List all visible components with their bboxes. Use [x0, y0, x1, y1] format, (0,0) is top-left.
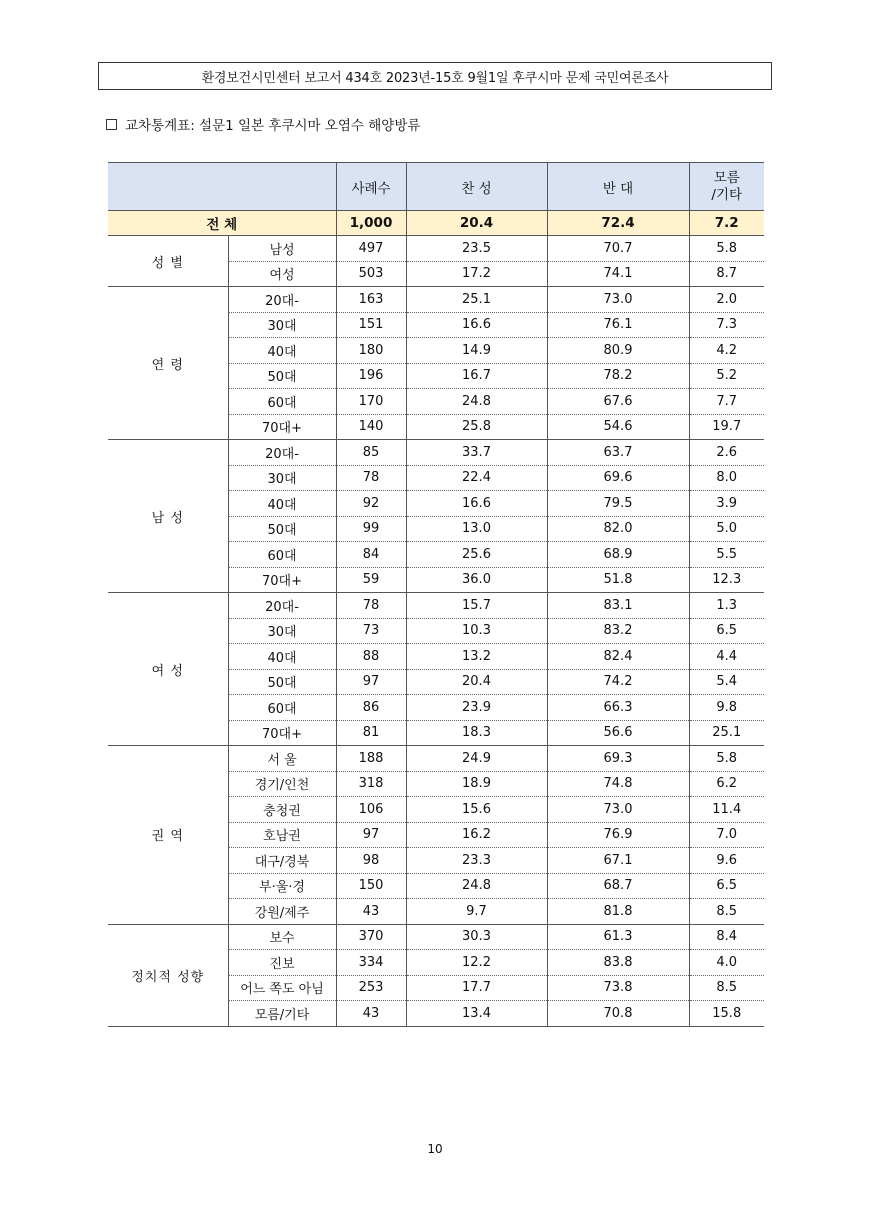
header-disagree: 반 대 [547, 163, 689, 211]
table-row [108, 746, 764, 772]
cell-value: 30.3 [406, 924, 547, 950]
cell-value: 43 [336, 899, 406, 925]
cell-value: 82.4 [547, 644, 689, 670]
cell-value: 163 [336, 287, 406, 313]
cell-value: 180 [336, 338, 406, 364]
total-label: 전 체 [108, 211, 336, 236]
header-dont-know: 모름 /기타 [689, 163, 764, 211]
cell-value: 70.7 [547, 236, 689, 262]
cell-value: 67.6 [547, 389, 689, 415]
cell-value: 9.8 [689, 695, 764, 721]
cell-value: 4.2 [689, 338, 764, 364]
cell-value: 18.3 [406, 720, 547, 746]
cell-value: 73.0 [547, 287, 689, 313]
cell-value: 22.4 [406, 465, 547, 491]
total-value: 1,000 [336, 211, 406, 236]
cell-value: 16.6 [406, 312, 547, 338]
cell-value: 5.5 [689, 542, 764, 568]
cell-value: 83.8 [547, 950, 689, 976]
cell-value: 25.6 [406, 542, 547, 568]
cell-value: 51.8 [547, 567, 689, 593]
report-header-title: 환경보건시민센터 보고서 434호 2023년-15호 9월1일 후쿠시마 문제 국민여론조사 [201, 70, 669, 86]
cell-value: 83.2 [547, 618, 689, 644]
cell-value: 15.6 [406, 797, 547, 823]
cell-value: 74.2 [547, 669, 689, 695]
header-agree: 찬 성 [406, 163, 547, 211]
group-label: 권 역 [108, 746, 228, 925]
row-label: 부·울·경 [228, 873, 336, 899]
cell-value: 76.9 [547, 822, 689, 848]
row-label: 강원/제주 [228, 899, 336, 925]
group-label: 여 성 [108, 593, 228, 746]
cell-value: 74.8 [547, 771, 689, 797]
row-label: 충청권 [228, 797, 336, 823]
cell-value: 73 [336, 618, 406, 644]
row-label: 70대+ [228, 414, 336, 440]
cell-value: 19.7 [689, 414, 764, 440]
checkbox-square-icon [106, 119, 117, 130]
cell-value: 12.3 [689, 567, 764, 593]
cell-value: 8.7 [689, 261, 764, 287]
cell-value: 3.9 [689, 491, 764, 517]
cell-value: 33.7 [406, 440, 547, 466]
cell-value: 83.1 [547, 593, 689, 619]
cell-value: 23.3 [406, 848, 547, 874]
row-label: 50대 [228, 516, 336, 542]
row-label: 40대 [228, 338, 336, 364]
cell-value: 79.5 [547, 491, 689, 517]
report-header [98, 62, 772, 90]
cell-value: 69.3 [547, 746, 689, 772]
header-blank-cell [108, 163, 336, 211]
cell-value: 54.6 [547, 414, 689, 440]
cell-value: 99 [336, 516, 406, 542]
crosstab-table [108, 162, 764, 1027]
cell-value: 6.5 [689, 618, 764, 644]
row-label: 70대+ [228, 567, 336, 593]
cell-value: 5.8 [689, 746, 764, 772]
cell-value: 11.4 [689, 797, 764, 823]
row-label: 60대 [228, 542, 336, 568]
cell-value: 334 [336, 950, 406, 976]
cell-value: 24.8 [406, 873, 547, 899]
cell-value: 5.4 [689, 669, 764, 695]
cell-value: 82.0 [547, 516, 689, 542]
header-sample-size: 사례수 [336, 163, 406, 211]
row-label: 보수 [228, 924, 336, 950]
cell-value: 23.5 [406, 236, 547, 262]
cell-value: 36.0 [406, 567, 547, 593]
cell-value: 81 [336, 720, 406, 746]
cell-value: 106 [336, 797, 406, 823]
table-row [108, 440, 764, 466]
cell-value: 24.8 [406, 389, 547, 415]
section-title [106, 114, 420, 134]
total-value: 72.4 [547, 211, 689, 236]
cell-value: 170 [336, 389, 406, 415]
cell-value: 15.8 [689, 1001, 764, 1027]
group-label: 남 성 [108, 440, 228, 593]
row-label: 남성 [228, 236, 336, 262]
cell-value: 85 [336, 440, 406, 466]
cell-value: 16.6 [406, 491, 547, 517]
cell-value: 24.9 [406, 746, 547, 772]
cell-value: 4.4 [689, 644, 764, 670]
cell-value: 16.2 [406, 822, 547, 848]
row-label: 서 울 [228, 746, 336, 772]
row-label: 20대- [228, 440, 336, 466]
cell-value: 63.7 [547, 440, 689, 466]
cell-value: 78.2 [547, 363, 689, 389]
cell-value: 80.9 [547, 338, 689, 364]
cell-value: 150 [336, 873, 406, 899]
cell-value: 188 [336, 746, 406, 772]
cell-value: 253 [336, 975, 406, 1001]
row-label: 경기/인천 [228, 771, 336, 797]
cell-value: 18.9 [406, 771, 547, 797]
cell-value: 20.4 [406, 669, 547, 695]
table-header-row [108, 163, 764, 211]
row-label: 40대 [228, 644, 336, 670]
cell-value: 84 [336, 542, 406, 568]
cell-value: 86 [336, 695, 406, 721]
cell-value: 2.6 [689, 440, 764, 466]
cell-value: 7.0 [689, 822, 764, 848]
cell-value: 503 [336, 261, 406, 287]
cell-value: 497 [336, 236, 406, 262]
cell-value: 70.8 [547, 1001, 689, 1027]
cell-value: 6.5 [689, 873, 764, 899]
cell-value: 15.7 [406, 593, 547, 619]
total-row [108, 211, 764, 236]
table-row [108, 236, 764, 262]
cell-value: 8.4 [689, 924, 764, 950]
cell-value: 13.4 [406, 1001, 547, 1027]
section-title-text: 교차통계표: 설문1 일본 후쿠시마 오염수 해양방류 [125, 118, 421, 134]
row-label: 30대 [228, 312, 336, 338]
cell-value: 66.3 [547, 695, 689, 721]
cell-value: 73.8 [547, 975, 689, 1001]
cell-value: 4.0 [689, 950, 764, 976]
row-label: 대구/경북 [228, 848, 336, 874]
total-value: 7.2 [689, 211, 764, 236]
cell-value: 25.8 [406, 414, 547, 440]
row-label: 70대+ [228, 720, 336, 746]
cell-value: 5.0 [689, 516, 764, 542]
row-label: 60대 [228, 695, 336, 721]
cell-value: 97 [336, 822, 406, 848]
row-label: 30대 [228, 465, 336, 491]
cell-value: 88 [336, 644, 406, 670]
cell-value: 61.3 [547, 924, 689, 950]
cell-value: 370 [336, 924, 406, 950]
cell-value: 151 [336, 312, 406, 338]
row-label: 어느 쪽도 아님 [228, 975, 336, 1001]
total-value: 20.4 [406, 211, 547, 236]
group-label: 연 령 [108, 287, 228, 440]
cell-value: 78 [336, 465, 406, 491]
cell-value: 59 [336, 567, 406, 593]
group-label: 성 별 [108, 236, 228, 287]
cell-value: 318 [336, 771, 406, 797]
cell-value: 25.1 [406, 287, 547, 313]
cell-value: 81.8 [547, 899, 689, 925]
table-row [108, 924, 764, 950]
row-label: 60대 [228, 389, 336, 415]
cell-value: 23.9 [406, 695, 547, 721]
cell-value: 17.7 [406, 975, 547, 1001]
cell-value: 25.1 [689, 720, 764, 746]
cell-value: 6.2 [689, 771, 764, 797]
cell-value: 56.6 [547, 720, 689, 746]
cell-value: 13.2 [406, 644, 547, 670]
table-row [108, 593, 764, 619]
cell-value: 73.0 [547, 797, 689, 823]
row-label: 진보 [228, 950, 336, 976]
cell-value: 97 [336, 669, 406, 695]
cell-value: 16.7 [406, 363, 547, 389]
cell-value: 7.7 [689, 389, 764, 415]
cell-value: 10.3 [406, 618, 547, 644]
row-label: 20대- [228, 287, 336, 313]
cell-value: 78 [336, 593, 406, 619]
row-label: 30대 [228, 618, 336, 644]
cell-value: 5.8 [689, 236, 764, 262]
cell-value: 98 [336, 848, 406, 874]
cell-value: 1.3 [689, 593, 764, 619]
row-label: 40대 [228, 491, 336, 517]
cell-value: 5.2 [689, 363, 764, 389]
cell-value: 68.9 [547, 542, 689, 568]
cell-value: 8.0 [689, 465, 764, 491]
row-label: 50대 [228, 669, 336, 695]
cell-value: 2.0 [689, 287, 764, 313]
cell-value: 92 [336, 491, 406, 517]
row-label: 20대- [228, 593, 336, 619]
row-label: 50대 [228, 363, 336, 389]
cell-value: 140 [336, 414, 406, 440]
row-label: 모름/기타 [228, 1001, 336, 1027]
group-label: 정치적 성향 [108, 924, 228, 1026]
row-label: 호남권 [228, 822, 336, 848]
cell-value: 9.7 [406, 899, 547, 925]
cell-value: 9.6 [689, 848, 764, 874]
cell-value: 74.1 [547, 261, 689, 287]
cell-value: 13.0 [406, 516, 547, 542]
row-label: 여성 [228, 261, 336, 287]
cell-value: 67.1 [547, 848, 689, 874]
cell-value: 7.3 [689, 312, 764, 338]
cell-value: 14.9 [406, 338, 547, 364]
cell-value: 69.6 [547, 465, 689, 491]
cell-value: 76.1 [547, 312, 689, 338]
table-row [108, 287, 764, 313]
cell-value: 17.2 [406, 261, 547, 287]
cell-value: 43 [336, 1001, 406, 1027]
page-number: 10 [427, 1142, 443, 1156]
cell-value: 12.2 [406, 950, 547, 976]
cell-value: 68.7 [547, 873, 689, 899]
cell-value: 8.5 [689, 899, 764, 925]
cell-value: 8.5 [689, 975, 764, 1001]
cell-value: 196 [336, 363, 406, 389]
